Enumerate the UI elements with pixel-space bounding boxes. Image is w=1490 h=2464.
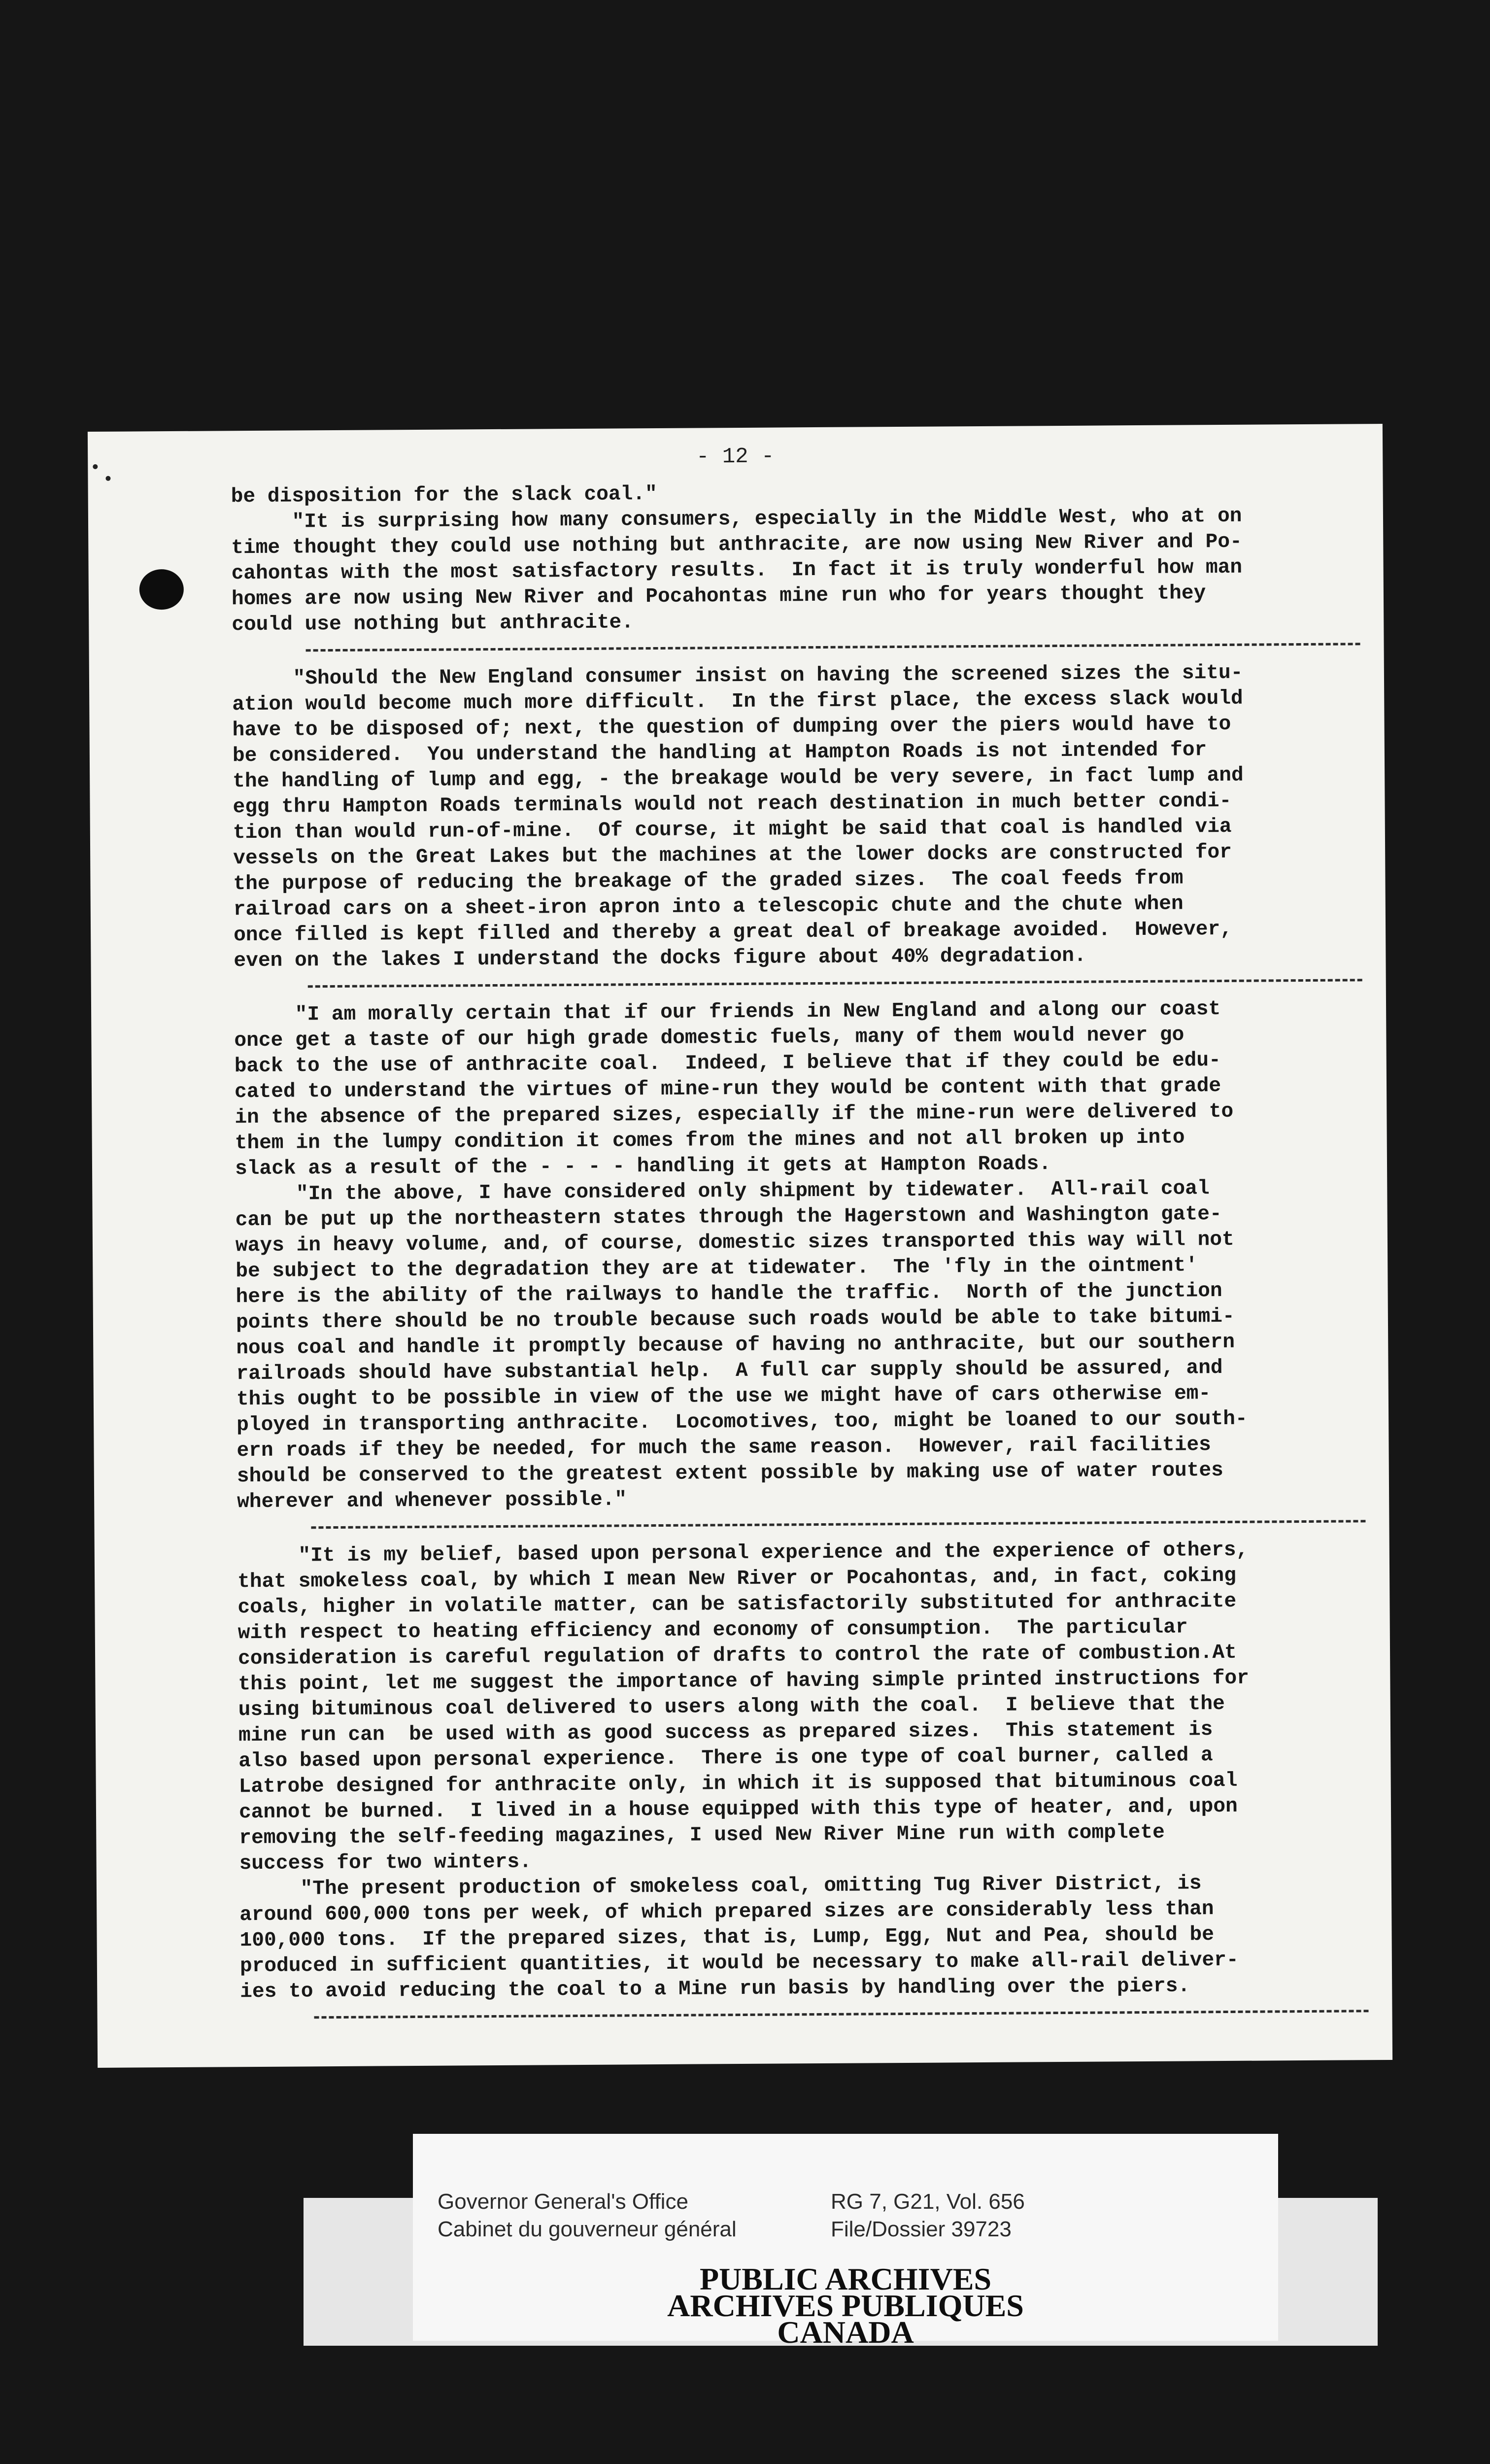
text-line: "In the above, I have considered only shipment by tidewater. All-rail coal	[235, 1177, 1210, 1206]
dash-separator	[240, 2000, 1373, 2028]
text-line: railroads should have substantial help. A full car supply should be assured, and	[236, 1357, 1223, 1386]
text-line: be subject to the degradation they are at tidewater. The 'fly in the ointment'	[236, 1254, 1198, 1283]
text-line: this ought to be possible in view of the use we might have of cars otherwise em-	[236, 1382, 1211, 1411]
text-line: be considered. You understand the handling at Hampton Roads is not intended for	[232, 739, 1207, 768]
stamp-line: ARCHIVES PUBLIQUES	[667, 2288, 1024, 2323]
margin-mark	[93, 464, 98, 469]
text-line: time thought they could use nothing but anthracite, are now using New River and Po-	[231, 530, 1242, 560]
letter-body	[231, 477, 1374, 2033]
text-line: removing the self-feeding magazines, I used New River Mine run with complete	[239, 1821, 1165, 1850]
text-line: 100,000 tons. If the prepared sizes, that is, Lump, Egg, Nut and Pea, should be	[239, 1923, 1215, 1952]
text-line: ployed in transporting anthracite. Locomotives, too, might be loaned to our south-	[237, 1407, 1248, 1437]
public-archives-stamp	[413, 2261, 1278, 2350]
text-line: produced in sufficient quantities, it would be necessary to make all-rail deliver-	[239, 1949, 1239, 1978]
stamp-line: PUBLIC ARCHIVES	[699, 2261, 992, 2296]
text-line: cahontas with the most satisfactory results. In fact it is truly wonderful how man	[231, 556, 1243, 585]
text-line: once get a taste of our high grade domestic fuels, many of them would never go	[234, 1024, 1185, 1053]
margin-mark	[105, 476, 110, 481]
text-line: once filled is kept filled and thereby a great deal of breakage avoided. However,	[233, 918, 1233, 947]
text-line: can be put up the northeastern states through the Hagerstown and Washington gate-	[235, 1203, 1222, 1232]
text-line: that smokeless coal, by which I mean New River or Pocahontas, and, in fact, coking	[237, 1564, 1237, 1594]
text-line: even on the lakes I understand the docks figure about 40% degradation.	[234, 944, 1086, 973]
archive-label-card	[413, 2134, 1278, 2350]
text-line: using bituminous coal delivered to users along with the coal. I believe that the	[238, 1693, 1225, 1722]
dash-separator	[232, 633, 1365, 661]
text-line: nous coal and handle it promptly because of having no anthracite, but our southern	[236, 1331, 1235, 1360]
text-line: have to be disposed of; next, the question of dumping over the piers would have to	[232, 713, 1231, 742]
text-line: this point, let me suggest the importance of having simple printed instructions for	[238, 1667, 1250, 1696]
text-line: "Should the New England consumer insist on having the screened sizes the situ-	[232, 661, 1243, 691]
text-line: also based upon personal experience. There is one type of coal burner, called a	[238, 1744, 1213, 1773]
text-line: around 600,000 tons per week, of which prepared sizes are considerably less than	[239, 1898, 1214, 1927]
text-line: could use nothing but anthracite.	[232, 611, 634, 637]
text-line: railroad cars on a sheet-iron apron into a telescopic chute and the chute when	[233, 892, 1184, 922]
text-line: ern roads if they be needed, for much the same reason. However, rail facilities	[237, 1434, 1211, 1463]
text-line: mine run can be used with as good success as prepared sizes. This statement is	[238, 1718, 1213, 1747]
text-line: success for two winters.	[239, 1850, 532, 1876]
text-line: in the absence of the prepared sizes, especially if the mine-run were delivered to	[235, 1100, 1234, 1129]
text-line: back to the use of anthracite coal. Indeed, I believe that if they could be edu-	[234, 1049, 1221, 1078]
text-line: "It is surprising how many consumers, especially in the Middle West, who at on	[231, 505, 1242, 534]
text-line: ways in heavy volume, and, of course, domestic sizes transported this way will not	[235, 1228, 1234, 1258]
text-line: coals, higher in volatile matter, can be satisfactorily substituted for anthracite	[237, 1590, 1237, 1619]
office-french: Cabinet du gouverneur général	[438, 2217, 737, 2241]
page-number: - 12 -	[696, 444, 775, 470]
text-line: be disposition for the slack coal."	[231, 482, 657, 509]
text-line: here is the ability of the railways to handle the traffic. North of the junction	[236, 1280, 1222, 1309]
text-line: should be conserved to the greatest extent possible by making use of water routes	[237, 1459, 1223, 1488]
text-line: them in the lumpy condition it comes from the mines and not all broken up into	[235, 1126, 1185, 1155]
punch-hole	[139, 569, 184, 610]
text-line: wherever and whenever possible."	[237, 1488, 627, 1514]
text-line: Latrobe designed for anthracite only, in which it is supposed that bituminous coal	[238, 1769, 1238, 1799]
text-line: with respect to heating efficiency and economy of consumption. The particular	[237, 1616, 1188, 1645]
text-line: cannot be burned. I lived in a house equipped with this type of heater, and, upon	[238, 1795, 1238, 1824]
record-group-reference: RG 7, G21, Vol. 656	[831, 2190, 1025, 2214]
text-line: slack as a result of the - - - - handling it gets at Hampton Roads.	[235, 1153, 1051, 1181]
text-line: homes are now using New River and Pocahontas mine run who for years thought they	[231, 582, 1206, 611]
text-line: tion than would run-of-mine. Of course, it might be said that coal is handled via	[233, 815, 1232, 845]
text-line: ation would become much more difficult. In the first place, the excess slack would	[232, 687, 1243, 717]
text-line: cated to understand the virtues of mine-run they would be content with that grade	[234, 1075, 1221, 1104]
text-line: vessels on the Great Lakes but the machines at the lower docks are constructed for	[233, 841, 1232, 870]
stamp-line: CANADA	[777, 2315, 914, 2350]
dash-separator	[234, 969, 1367, 997]
text-line: ies to avoid reducing the coal to a Mine run basis by handling over the piers.	[240, 1975, 1190, 2004]
file-number: File/Dossier 39723	[831, 2217, 1012, 2241]
text-line: egg thru Hampton Roads terminals would not reach destination in much better condi-	[233, 789, 1232, 819]
text-line: the purpose of reducing the breakage of the graded sizes. The coal feeds from	[233, 867, 1184, 896]
text-line: the handling of lump and egg, - the breakage would be very severe, in fact lump and	[233, 764, 1244, 793]
dash-separator	[237, 1510, 1370, 1539]
text-line: "The present production of smokeless coal, omitting Tug River District, is	[239, 1872, 1202, 1901]
text-line: "It is my belief, based upon personal experience and the experience of others,	[237, 1539, 1249, 1568]
text-line: consideration is careful regulation of drafts to control the rate of combustion.At	[237, 1641, 1237, 1671]
text-line: "I am morally certain that if our friends in New England and along our coast	[234, 998, 1221, 1027]
typed-letter-page	[88, 424, 1392, 2068]
office-english: Governor General's Office	[438, 2190, 688, 2214]
text-line: points there should be no trouble because such roads would be able to take bitumi-	[236, 1305, 1235, 1335]
